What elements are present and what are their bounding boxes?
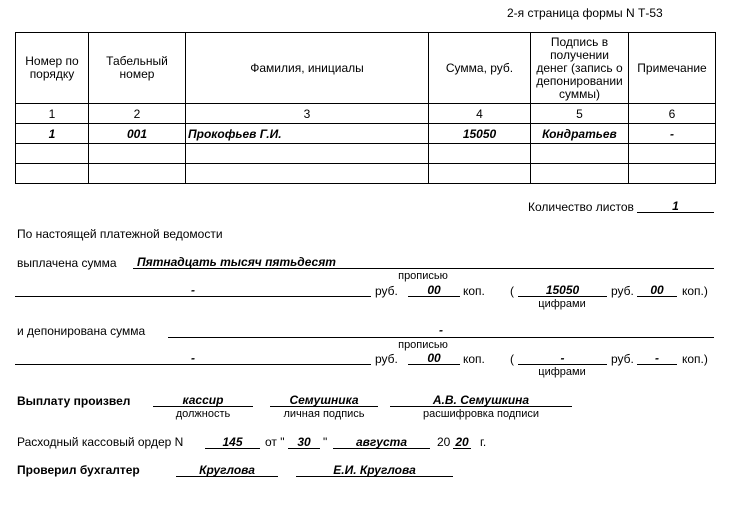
deposited-words: - bbox=[439, 323, 443, 337]
table-cell: Кондратьев bbox=[531, 124, 629, 144]
order-day: 30 bbox=[297, 435, 311, 449]
payout-label: Выплату произвел bbox=[17, 394, 131, 408]
paid-kop-value: 00 bbox=[427, 283, 441, 297]
table-header-row bbox=[16, 33, 716, 104]
deposited-digits-caption: цифрами bbox=[538, 366, 586, 378]
table-cell bbox=[186, 144, 429, 164]
checked-signature: Круглова bbox=[199, 463, 255, 477]
paid-digits-kop: 00 bbox=[650, 283, 664, 297]
header-cell: Фамилия, инициалы bbox=[186, 33, 429, 104]
payout-signature-caption: личная подпись bbox=[283, 408, 365, 420]
checked-label: Проверил бухгалтер bbox=[17, 463, 140, 477]
form-page-label: 2-я страница формы N Т-53 bbox=[507, 6, 663, 20]
header-cell: Номер по порядку bbox=[16, 33, 89, 104]
deposited-words-underline bbox=[168, 337, 714, 338]
header-cell: Табельный номер bbox=[89, 33, 186, 104]
table-cell: 001 bbox=[89, 124, 186, 144]
header-cell: Подпись в получении денег (запись о депонировании суммы) bbox=[531, 33, 629, 104]
paid-digits-caption: цифрами bbox=[538, 298, 586, 310]
table-cell bbox=[531, 164, 629, 184]
order-month: августа bbox=[355, 435, 408, 449]
paid-digits-rub: 15050 bbox=[545, 283, 580, 297]
payout-position-caption: должность bbox=[175, 408, 231, 420]
column-number: 4 bbox=[429, 104, 531, 124]
table-cell bbox=[186, 164, 429, 184]
column-number: 5 bbox=[531, 104, 629, 124]
table-cell bbox=[531, 144, 629, 164]
header-cell: Сумма, руб. bbox=[429, 33, 531, 104]
paid-words-cont: - bbox=[191, 283, 195, 297]
deposited-rub-label: руб. bbox=[375, 352, 398, 366]
table-cell: Прокофьев Г.И. bbox=[186, 124, 429, 144]
deposited-words-cont: - bbox=[191, 351, 195, 365]
table-row bbox=[16, 124, 716, 144]
paid-digits-kop-label: коп.) bbox=[682, 284, 708, 298]
table-row bbox=[16, 144, 716, 164]
order-year: 20 bbox=[455, 435, 469, 449]
table-cell bbox=[16, 164, 89, 184]
deposited-kop-label: коп. bbox=[463, 352, 485, 366]
header-cell: Примечание bbox=[629, 33, 716, 104]
deposited-kop-value: 00 bbox=[427, 351, 441, 365]
column-number: 2 bbox=[89, 104, 186, 124]
table-cell bbox=[429, 164, 531, 184]
table-cell bbox=[16, 144, 89, 164]
order-century: 20 bbox=[437, 435, 451, 449]
column-number-row bbox=[16, 104, 716, 124]
deposited-digits-rub: - bbox=[560, 351, 565, 365]
table-cell bbox=[629, 144, 716, 164]
checked-name: Е.И. Круглова bbox=[333, 463, 416, 477]
deposited-words-caption: прописью bbox=[398, 339, 448, 351]
column-number: 3 bbox=[186, 104, 429, 124]
payout-name-caption: расшифровка подписи bbox=[422, 408, 540, 420]
column-number: 6 bbox=[629, 104, 716, 124]
deposited-digits-rub-label: руб. bbox=[611, 352, 634, 366]
intro-text: По настоящей платежной ведомости bbox=[17, 227, 223, 241]
deposited-digits-open: ( bbox=[510, 352, 514, 366]
table-row bbox=[16, 164, 716, 184]
paid-kop-label: коп. bbox=[463, 284, 485, 298]
order-year-suffix: г. bbox=[480, 435, 487, 449]
table-cell bbox=[89, 144, 186, 164]
sheets-label: Количество листов bbox=[528, 200, 634, 214]
payout-position: кассир bbox=[182, 393, 224, 407]
paid-label: выплачена сумма bbox=[17, 256, 117, 270]
payroll-table bbox=[15, 32, 716, 184]
paid-digits-open: ( bbox=[510, 284, 514, 298]
table-cell bbox=[89, 164, 186, 184]
sheets-value: 1 bbox=[672, 199, 679, 213]
paid-digits-rub-label: руб. bbox=[611, 284, 634, 298]
payout-name: А.В. Семушкина bbox=[432, 393, 530, 407]
paid-words: Пятнадцать тысяч пятьдесят bbox=[137, 255, 336, 269]
deposited-digits-kop-label: коп.) bbox=[682, 352, 708, 366]
table-cell: - bbox=[629, 124, 716, 144]
paid-words-caption: прописью bbox=[398, 270, 448, 282]
order-number: 145 bbox=[222, 435, 243, 449]
deposited-digits-kop: - bbox=[655, 351, 659, 365]
table-cell bbox=[629, 164, 716, 184]
table-cell: 1 bbox=[16, 124, 89, 144]
order-quote-close: " bbox=[323, 435, 328, 449]
deposited-label: и депонирована сумма bbox=[17, 324, 146, 338]
payout-signature: Семушника bbox=[289, 393, 359, 407]
table-cell: 15050 bbox=[429, 124, 531, 144]
order-from-label: от " bbox=[265, 435, 285, 449]
order-label: Расходный кассовый ордер N bbox=[17, 435, 184, 449]
paid-rub-label: руб. bbox=[375, 284, 398, 298]
table-cell bbox=[429, 144, 531, 164]
column-number: 1 bbox=[16, 104, 89, 124]
